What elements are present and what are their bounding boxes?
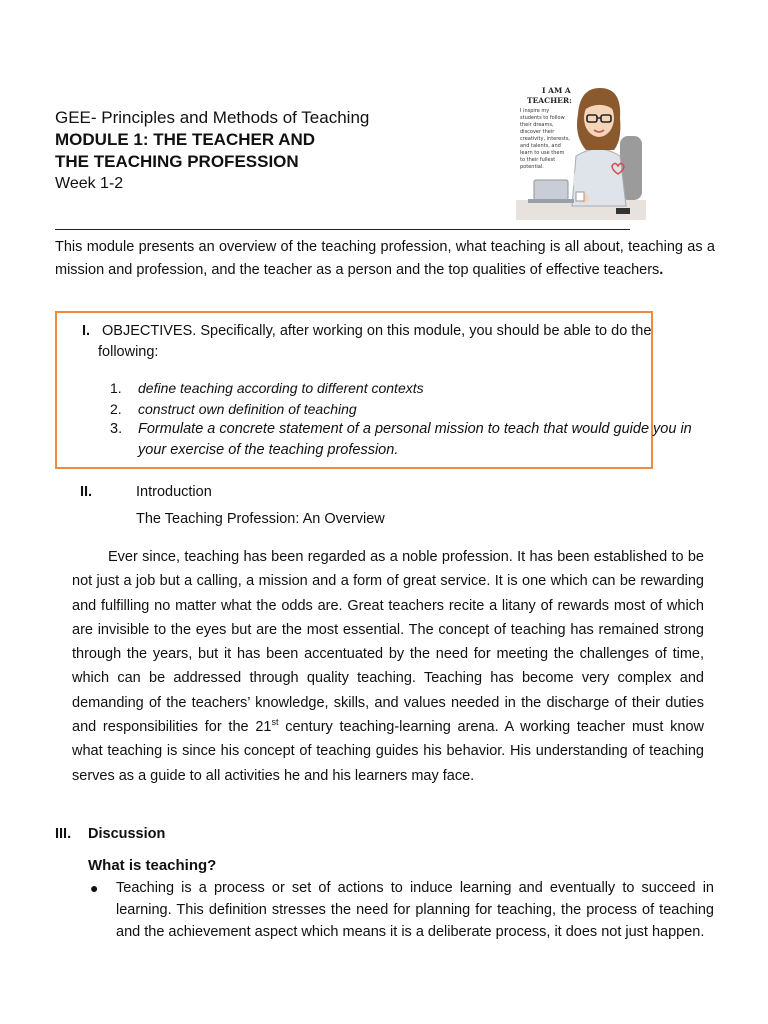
- objective-item: [110, 378, 700, 399]
- discussion-number: III.: [55, 826, 72, 842]
- course-title: GEE- Principles and Methods of Teaching: [55, 108, 370, 127]
- header-rule: [55, 229, 630, 230]
- sign-line: discover their: [520, 129, 555, 135]
- objective-number: 3.: [110, 421, 123, 437]
- objective-text: define teaching according to different contexts: [138, 380, 424, 396]
- teacher-illustration: [516, 84, 646, 220]
- bullet-icon: ●: [90, 880, 99, 896]
- intro-para-superscript: st: [271, 717, 279, 728]
- discussion-bullet: Teaching is a process or set of actions to induce learning and eventually to succeed in learning. This definition stresses the need for planning for teaching, the process of teaching and the achievement aspect which means it is a deliberate process, it does not just happen.: [116, 880, 714, 940]
- sign-line: creativity, interests,: [520, 136, 571, 142]
- objectives-text: OBJECTIVES. Specifically, after working on this module, you should be able to do the: [102, 323, 652, 339]
- week-label: Week 1-2: [55, 175, 124, 192]
- sign-line: learn to use them: [520, 150, 565, 156]
- overview-text: This module presents an overview of the teaching profession, what teaching is all about, teaching as a mission and profession, and the teacher as a person and the top qualities of effective teachers: [55, 239, 715, 278]
- sign-line: students to follow: [520, 115, 565, 121]
- objective-text: Formulate a concrete statement of a personal mission to teach that would guide you in your exercise of the teaching profession.: [138, 421, 692, 458]
- sign-line: and talents, and: [520, 143, 561, 149]
- introduction-title: Introduction: [136, 484, 212, 500]
- objectives-text-cont: following:: [98, 344, 159, 360]
- module-title-line1: MODULE 1: THE TEACHER AND: [55, 130, 316, 149]
- objectives-number: I.: [82, 323, 91, 339]
- discussion-title: Discussion: [88, 826, 166, 842]
- objectives-heading: [82, 321, 682, 363]
- intro-para-part1: Ever since, teaching has been regarded as a noble profession. It has been established to be not just a job but a calling, a mission and a form of great service. It is one which can be rewarding and fulfilling no matter what the odds are. Great teachers recite a litany of rewards most of which are invisible to the eyes but are the most essential. The concept of teaching has remained strong through the years, but it has been accentuated by the need for meeting the challenges of time, which can be addressed through quality teaching. Teaching has become very complex and demanding of the teachers’ knowledge, skills, and values needed in the discharge of their duties and responsibilities for the 21: [72, 549, 704, 736]
- document-header: [55, 107, 475, 195]
- introduction-subtitle: The Teaching Profession: An Overview: [136, 511, 385, 527]
- sign-title-1: I AM A: [542, 86, 571, 95]
- objective-number: 1.: [110, 380, 122, 396]
- overview-period: .: [659, 261, 664, 278]
- discussion-heading: [55, 824, 165, 845]
- objective-text: construct own definition of teaching: [138, 400, 357, 417]
- objective-number: 2.: [110, 400, 122, 417]
- objective-item: [110, 419, 700, 460]
- introduction-paragraph: [72, 545, 704, 788]
- intro-para-part2: century teaching-learning arena. A working teacher must know what teaching is since his concept of teaching guides his behavior. His understanding of teaching serves as a guide to all activities he and his learners may face.: [72, 719, 704, 784]
- objective-item: [110, 399, 700, 420]
- objectives-list: [110, 378, 700, 460]
- what-is-teaching-heading: What is teaching?: [88, 857, 217, 874]
- module-title-line2: THE TEACHING PROFESSION: [55, 152, 299, 171]
- introduction-number: II.: [80, 484, 93, 500]
- sign-line: I inspire my: [520, 108, 550, 114]
- sign-line: their dreams,: [520, 122, 554, 128]
- sign-line: to their fullest: [520, 157, 556, 163]
- module-overview-paragraph: [55, 236, 715, 281]
- sign-line: potential.: [520, 164, 544, 170]
- sign-title-2: TEACHER:: [527, 96, 572, 105]
- introduction-heading: [80, 482, 680, 503]
